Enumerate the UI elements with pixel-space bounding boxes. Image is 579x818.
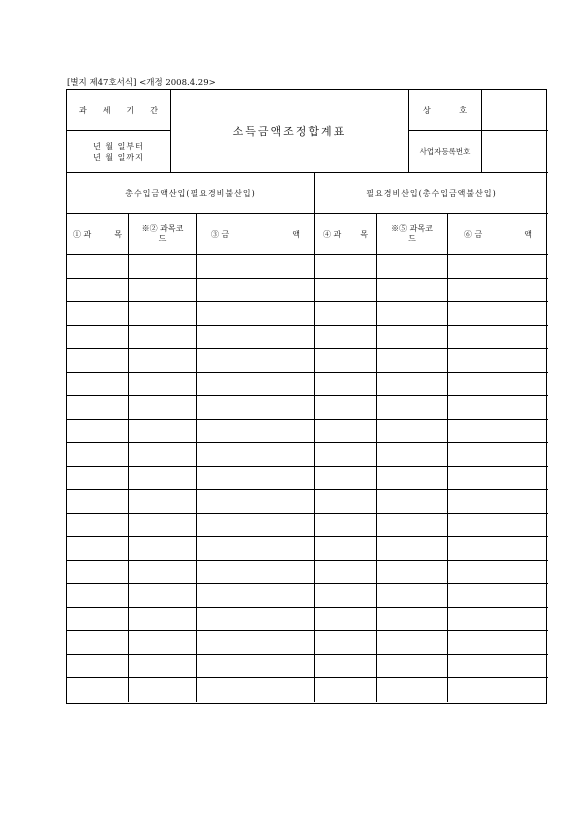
col-header-amount	[197, 214, 315, 255]
account-code-cell-2[interactable]	[377, 349, 448, 373]
section-label: 필요경비산입(총수입금액불산입)	[366, 188, 497, 198]
account-code-cell[interactable]	[129, 373, 197, 397]
amount-cell[interactable]	[197, 655, 315, 679]
account-code-cell[interactable]	[129, 537, 197, 561]
account-code-cell[interactable]	[129, 279, 197, 303]
col-label: ① 과	[73, 229, 92, 239]
account-code-cell[interactable]	[129, 420, 197, 444]
amount-cell-2[interactable]	[448, 537, 548, 561]
col-header-amount-2	[448, 214, 548, 255]
amount-cell-2[interactable]	[448, 326, 548, 350]
account-code-cell-2[interactable]	[377, 396, 448, 420]
form-title: 소득금액조정합계표	[232, 125, 347, 138]
account-code-cell-2[interactable]	[377, 678, 448, 702]
col-header-account-code-2	[377, 214, 448, 255]
period-to: 년 월 일까지	[93, 152, 144, 162]
account-code-cell[interactable]	[129, 678, 197, 702]
account-code-cell[interactable]	[129, 514, 197, 538]
account-code-cell[interactable]	[129, 326, 197, 350]
account-cell-2[interactable]	[315, 655, 377, 679]
amount-cell-2[interactable]	[448, 490, 548, 514]
amount-cell[interactable]	[197, 561, 315, 585]
account-code-cell-2[interactable]	[377, 631, 448, 655]
account-code-cell[interactable]	[129, 584, 197, 608]
account-code-cell[interactable]	[129, 255, 197, 279]
amount-cell[interactable]	[197, 678, 315, 702]
col-label: 드	[158, 234, 167, 243]
amount-cell-2[interactable]	[448, 608, 548, 632]
col-label: 액	[292, 229, 300, 239]
account-code-cell[interactable]	[129, 349, 197, 373]
account-cell-2[interactable]	[315, 490, 377, 514]
account-cell-2[interactable]	[315, 584, 377, 608]
amount-cell[interactable]	[197, 537, 315, 561]
label-char: 호	[459, 105, 467, 115]
amount-cell-2[interactable]	[448, 561, 548, 585]
col-label: ※⑤ 과목코	[391, 224, 433, 233]
account-cell-2[interactable]	[315, 561, 377, 585]
tax-period-label	[67, 90, 171, 131]
label-char: 세	[102, 105, 111, 115]
amount-cell-2[interactable]	[448, 255, 548, 279]
tax-period-dates[interactable]	[67, 131, 171, 173]
account-cell-2[interactable]	[315, 373, 377, 397]
account-code-cell-2[interactable]	[377, 443, 448, 467]
account-cell[interactable]	[67, 373, 129, 397]
amount-cell[interactable]	[197, 420, 315, 444]
amount-cell[interactable]	[197, 349, 315, 373]
account-code-cell-2[interactable]	[377, 326, 448, 350]
account-code-cell[interactable]	[129, 561, 197, 585]
account-cell[interactable]	[67, 420, 129, 444]
amount-cell-2[interactable]	[448, 514, 548, 538]
income-adjustment-summary-form	[66, 89, 547, 704]
amount-cell-2[interactable]	[448, 631, 548, 655]
col-label: 목	[360, 229, 368, 239]
account-cell-2[interactable]	[315, 678, 377, 702]
account-cell-2[interactable]	[315, 514, 377, 538]
account-code-cell-2[interactable]	[377, 490, 448, 514]
account-cell-2[interactable]	[315, 349, 377, 373]
account-cell[interactable]	[67, 396, 129, 420]
amount-cell-2[interactable]	[448, 443, 548, 467]
amount-cell[interactable]	[197, 255, 315, 279]
account-cell[interactable]	[67, 655, 129, 679]
account-code-cell[interactable]	[129, 655, 197, 679]
amount-cell[interactable]	[197, 584, 315, 608]
label-text: 사업자등록번호	[419, 147, 471, 156]
amount-cell-2[interactable]	[448, 655, 548, 679]
amount-cell-2[interactable]	[448, 373, 548, 397]
account-cell[interactable]	[67, 349, 129, 373]
account-code-cell-2[interactable]	[377, 420, 448, 444]
account-cell-2[interactable]	[315, 537, 377, 561]
account-code-cell-2[interactable]	[377, 373, 448, 397]
account-code-cell-2[interactable]	[377, 514, 448, 538]
account-cell[interactable]	[67, 279, 129, 303]
period-from: 년 월 일부터	[93, 141, 144, 151]
label-char: 기	[126, 105, 135, 115]
account-code-cell-2[interactable]	[377, 608, 448, 632]
account-cell-2[interactable]	[315, 631, 377, 655]
amount-cell[interactable]	[197, 279, 315, 303]
account-cell[interactable]	[67, 561, 129, 585]
amount-cell[interactable]	[197, 373, 315, 397]
amount-cell[interactable]	[197, 514, 315, 538]
account-cell-2[interactable]	[315, 396, 377, 420]
col-label: ③ 금	[211, 229, 230, 239]
col-label: 드	[408, 234, 416, 243]
account-cell[interactable]	[67, 302, 129, 326]
account-code-cell[interactable]	[129, 467, 197, 491]
account-code-cell-2[interactable]	[377, 537, 448, 561]
account-cell[interactable]	[67, 514, 129, 538]
col-label: 목	[114, 229, 122, 239]
account-cell-2[interactable]	[315, 302, 377, 326]
account-cell-2[interactable]	[315, 279, 377, 303]
col-label: ⑥ 금	[464, 229, 483, 239]
col-header-account-code	[129, 214, 197, 255]
account-cell-2[interactable]	[315, 420, 377, 444]
business-reg-no-label	[409, 131, 482, 173]
account-code-cell-2[interactable]	[377, 655, 448, 679]
account-cell[interactable]	[67, 490, 129, 514]
account-cell[interactable]	[67, 443, 129, 467]
account-cell[interactable]	[67, 326, 129, 350]
account-code-cell-2[interactable]	[377, 467, 448, 491]
account-code-cell-2[interactable]	[377, 302, 448, 326]
form-title-cell	[171, 90, 409, 173]
amount-cell-2[interactable]	[448, 279, 548, 303]
amount-cell-2[interactable]	[448, 349, 548, 373]
account-code-cell-2[interactable]	[377, 255, 448, 279]
business-name-label	[409, 90, 482, 131]
business-name-field[interactable]	[482, 90, 548, 131]
amount-cell[interactable]	[197, 443, 315, 467]
account-code-cell-2[interactable]	[377, 561, 448, 585]
account-code-cell-2[interactable]	[377, 584, 448, 608]
col-label: ④ 과	[323, 229, 342, 239]
amount-cell-2[interactable]	[448, 678, 548, 702]
section-income-inclusion	[67, 173, 315, 214]
amount-cell-2[interactable]	[448, 396, 548, 420]
account-code-cell[interactable]	[129, 443, 197, 467]
amount-cell[interactable]	[197, 302, 315, 326]
amount-cell[interactable]	[197, 608, 315, 632]
col-label: ※② 과목코	[141, 224, 184, 233]
col-header-account-2	[315, 214, 377, 255]
section-expense-inclusion	[315, 173, 548, 214]
business-reg-no-field[interactable]	[482, 131, 548, 173]
amount-cell[interactable]	[197, 326, 315, 350]
account-cell-2[interactable]	[315, 443, 377, 467]
amount-cell-2[interactable]	[448, 467, 548, 491]
amount-cell-2[interactable]	[448, 302, 548, 326]
label-char: 상	[423, 105, 431, 115]
col-label: 액	[524, 229, 532, 239]
amount-cell-2[interactable]	[448, 420, 548, 444]
amount-cell[interactable]	[197, 396, 315, 420]
amount-cell[interactable]	[197, 631, 315, 655]
account-cell[interactable]	[67, 631, 129, 655]
label-char: 간	[150, 105, 158, 115]
section-label: 총수입금액산입(필요경비불산입)	[125, 188, 256, 198]
account-cell-2[interactable]	[315, 608, 377, 632]
label-char: 과	[79, 105, 87, 115]
amount-cell[interactable]	[197, 490, 315, 514]
account-code-cell[interactable]	[129, 302, 197, 326]
account-cell-2[interactable]	[315, 467, 377, 491]
account-cell[interactable]	[67, 678, 129, 702]
account-cell[interactable]	[67, 584, 129, 608]
account-cell[interactable]	[67, 537, 129, 561]
account-cell[interactable]	[67, 255, 129, 279]
account-code-cell[interactable]	[129, 631, 197, 655]
form-reference: [별지 제47호서식] <개정 2008.4.29>	[67, 78, 216, 88]
account-cell-2[interactable]	[315, 326, 377, 350]
account-cell-2[interactable]	[315, 255, 377, 279]
account-code-cell[interactable]	[129, 490, 197, 514]
amount-cell[interactable]	[197, 467, 315, 491]
account-code-cell[interactable]	[129, 608, 197, 632]
account-cell[interactable]	[67, 467, 129, 491]
account-code-cell[interactable]	[129, 396, 197, 420]
account-cell[interactable]	[67, 608, 129, 632]
account-code-cell-2[interactable]	[377, 279, 448, 303]
amount-cell-2[interactable]	[448, 584, 548, 608]
col-header-account	[67, 214, 129, 255]
